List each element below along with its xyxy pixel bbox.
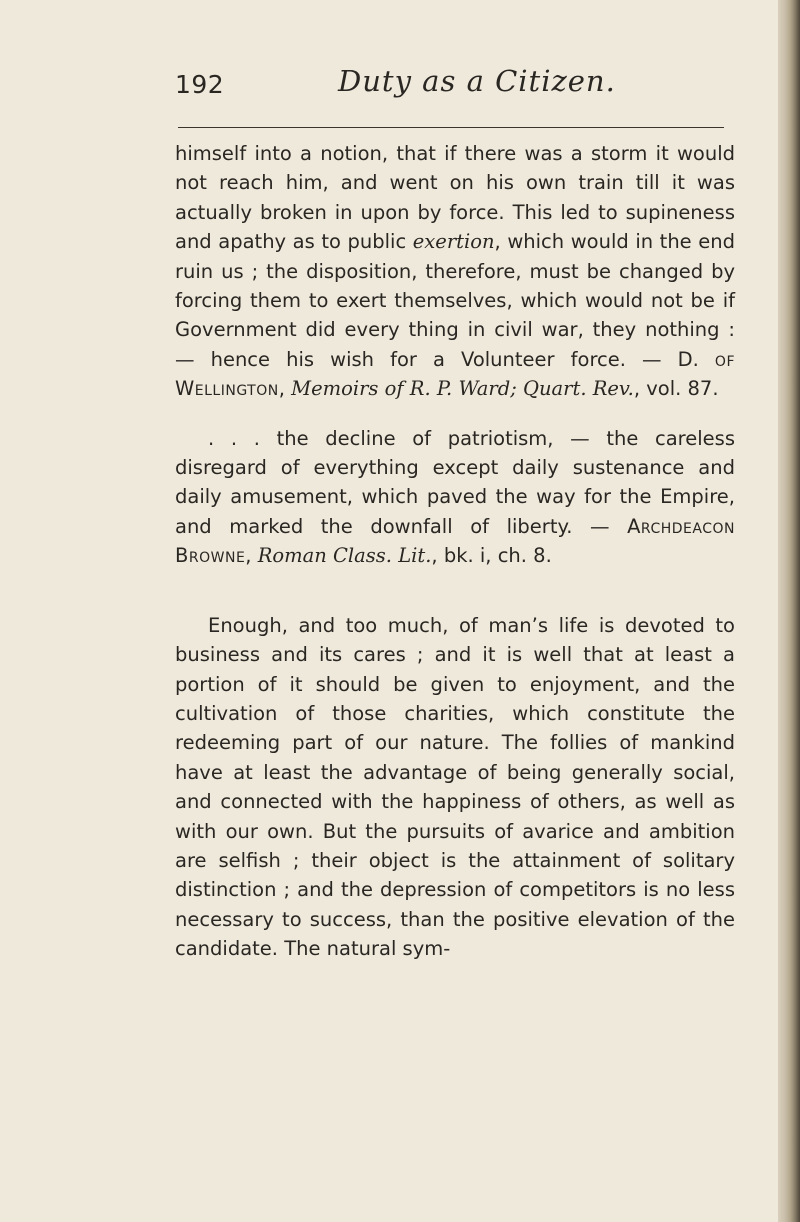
header-rule <box>178 127 724 128</box>
page-number: 192 <box>175 70 225 99</box>
passage-browne <box>175 424 735 571</box>
citation-volume: , vol. 87. <box>633 377 719 401</box>
citation-separator: , <box>278 377 292 401</box>
passage-enough: Enough, and too much, of man’s life is devoted to business and its cares ; and it is well that at least a portion of it should be given to enjoyment, and the cultivation of those charities, which constitute the redeeming part of our nature. The follies of mankind have at least the advantage of being generally social, and connected with the happiness of others, as well as with our own. But the pursuits of avarice and ambition are selfish ; their object is the attainment of solitary distinction ; and the depression of competitors is no less necessary to success, than the positive elevation of the candidate. The natural sym- <box>175 613 735 961</box>
passage-text: , which would in the end ruin us ; the disposition, therefore, must be changed by forcing them to exert themselves, which would not be if Government did every thing in civil war, they nothing : — hence his wish for a Volunteer force. — D. <box>175 230 735 371</box>
running-title: Duty as a Citizen. <box>338 64 616 98</box>
emphasis-text: exertion <box>412 230 495 254</box>
citation-source: Memoirs of R. P. Ward; Quart. Rev. <box>291 377 634 401</box>
passage-text: himself into a notion, that if there was a storm it would not reach him, and went on his own train till it was actually broken in upon by force. This led to supineness and apathy as to public <box>175 142 735 254</box>
page-edge-shadow <box>778 0 800 1222</box>
passage-text: . . . the decline of patriotism, — the careless disregard of everything except daily sustenance and daily amusement, which paved the way for the Empire, and marked the downfall of liberty. — <box>175 426 735 538</box>
passage-wellington <box>175 139 735 404</box>
body-text <box>175 139 735 964</box>
citation-location: , bk. i, ch. 8. <box>431 544 552 568</box>
citation-source: Roman Class. Lit. <box>257 544 432 568</box>
citation-author: of Wellington <box>175 347 735 401</box>
page-header <box>175 64 735 110</box>
citation-author: Archdeacon Browne <box>175 514 735 568</box>
citation-separator: , <box>245 544 258 568</box>
